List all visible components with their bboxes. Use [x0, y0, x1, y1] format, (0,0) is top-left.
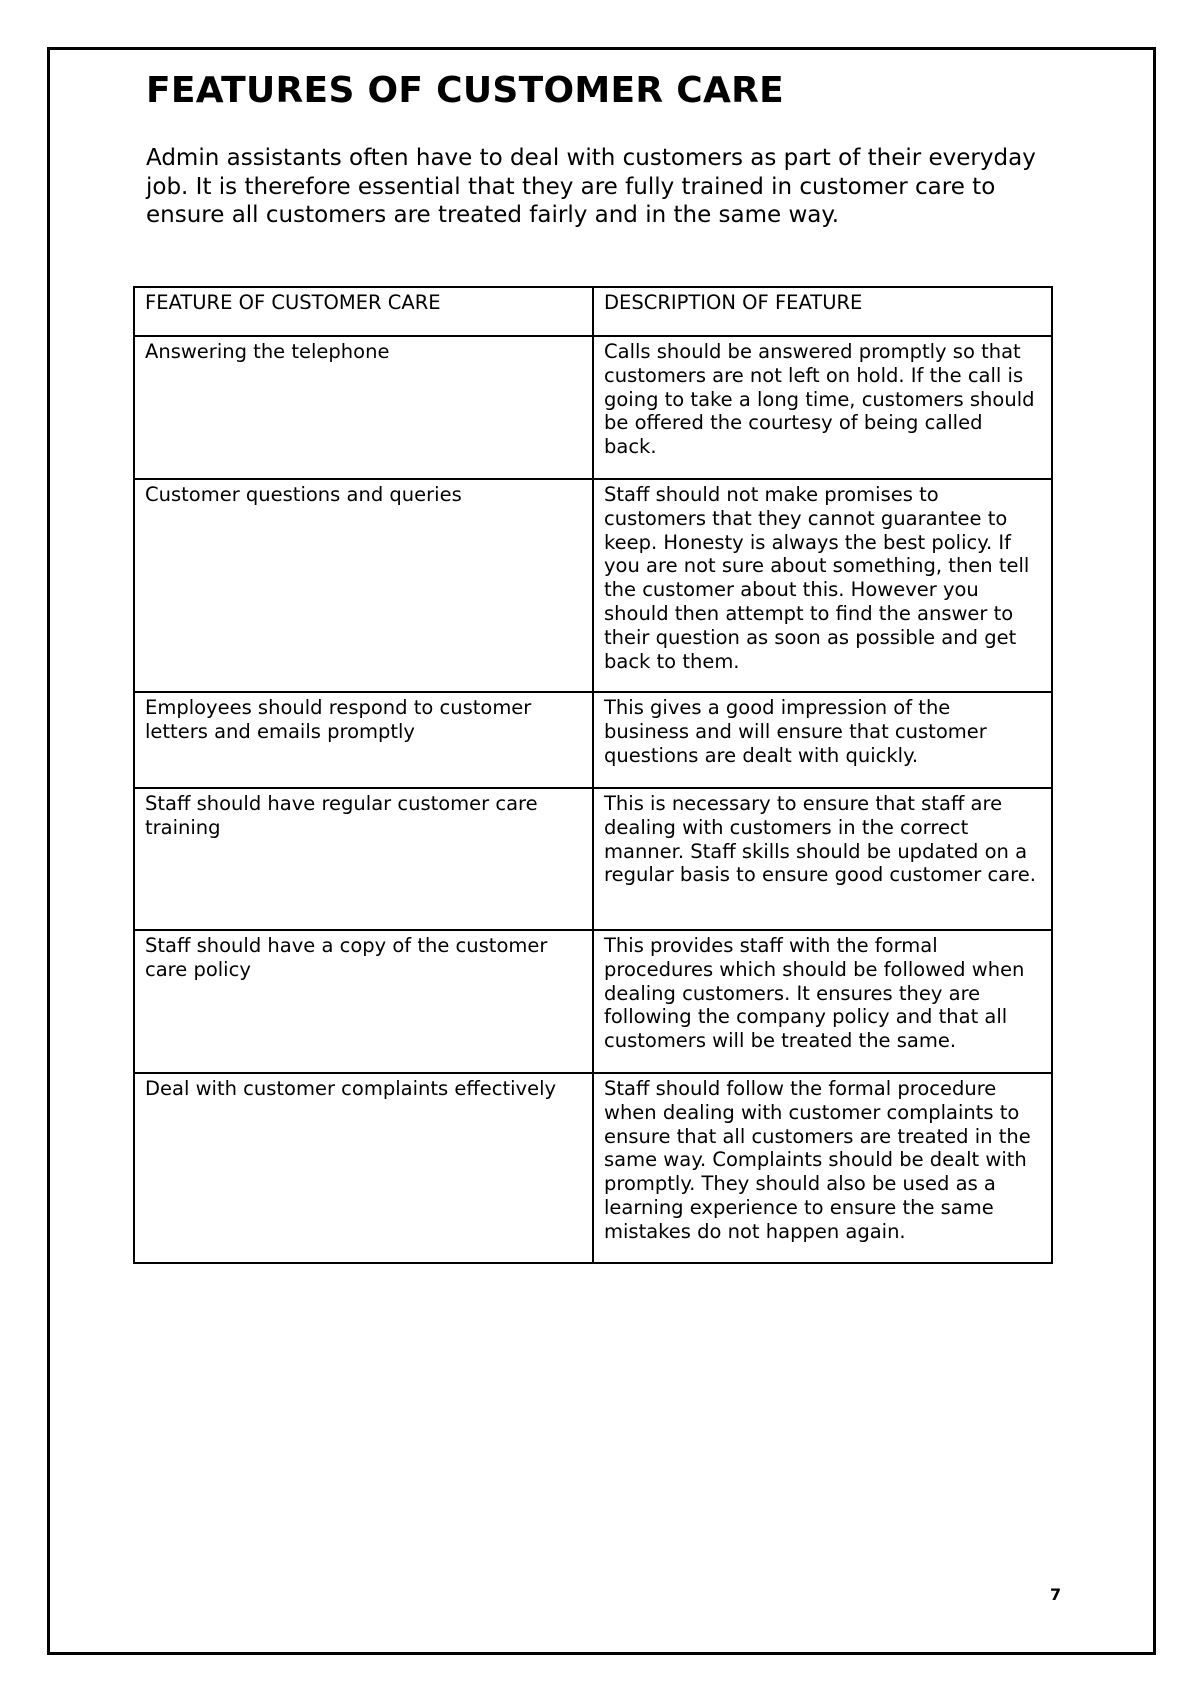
table-row	[134, 1073, 1052, 1263]
features-table	[133, 286, 1053, 1264]
table-row	[134, 336, 1052, 479]
description-cell: This provides staff with the formal procedures which should be followed when dealing customers. It ensures they are following the company policy and that all customers will be treated the same.	[593, 930, 1052, 1073]
feature-cell: Customer questions and queries	[134, 479, 593, 692]
description-cell: Staff should not make promises to customers that they cannot guarantee to keep. Honesty is always the best policy. If you are not sure about something, then tell the customer about this. However you should then attempt to find the answer to their question as soon as possible and get back to them.	[593, 479, 1052, 692]
table-row	[134, 692, 1052, 788]
page-number: 7	[1050, 1585, 1062, 1604]
feature-cell: Answering the telephone	[134, 336, 593, 479]
intro-paragraph: Admin assistants often have to deal with customers as part of their everyday job. It is therefore essential that they are fully trained in customer care to ensure all customers are treated fairly and in the same way.	[146, 145, 1036, 228]
page-title: FEATURES OF CUSTOMER CARE	[146, 70, 785, 111]
description-cell: This is necessary to ensure that staff are dealing with customers in the correct manner. Staff skills should be updated on a regular basis to ensure good customer care.	[593, 788, 1052, 930]
feature-cell: Staff should have regular customer care training	[134, 788, 593, 930]
header-description: DESCRIPTION OF FEATURE	[593, 287, 1052, 336]
feature-cell: Employees should respond to customer letters and emails promptly	[134, 692, 593, 788]
feature-cell: Staff should have a copy of the customer care policy	[134, 930, 593, 1073]
description-cell: Staff should follow the formal procedure when dealing with customer complaints to ensure that all customers are treated in the same way. Complaints should be dealt with promptly. They should also be used as a learning experience to ensure the same mistakes do not happen again.	[593, 1073, 1052, 1263]
table-row	[134, 788, 1052, 930]
table-row	[134, 479, 1052, 692]
feature-cell: Deal with customer complaints effectively	[134, 1073, 593, 1263]
header-feature: FEATURE OF CUSTOMER CARE	[134, 287, 593, 336]
table-header-row	[134, 287, 1052, 336]
description-cell: This gives a good impression of the business and will ensure that customer questions are dealt with quickly.	[593, 692, 1052, 788]
table-row	[134, 930, 1052, 1073]
description-cell: Calls should be answered promptly so that customers are not left on hold. If the call is going to take a long time, customers should be offered the courtesy of being called back.	[593, 336, 1052, 479]
